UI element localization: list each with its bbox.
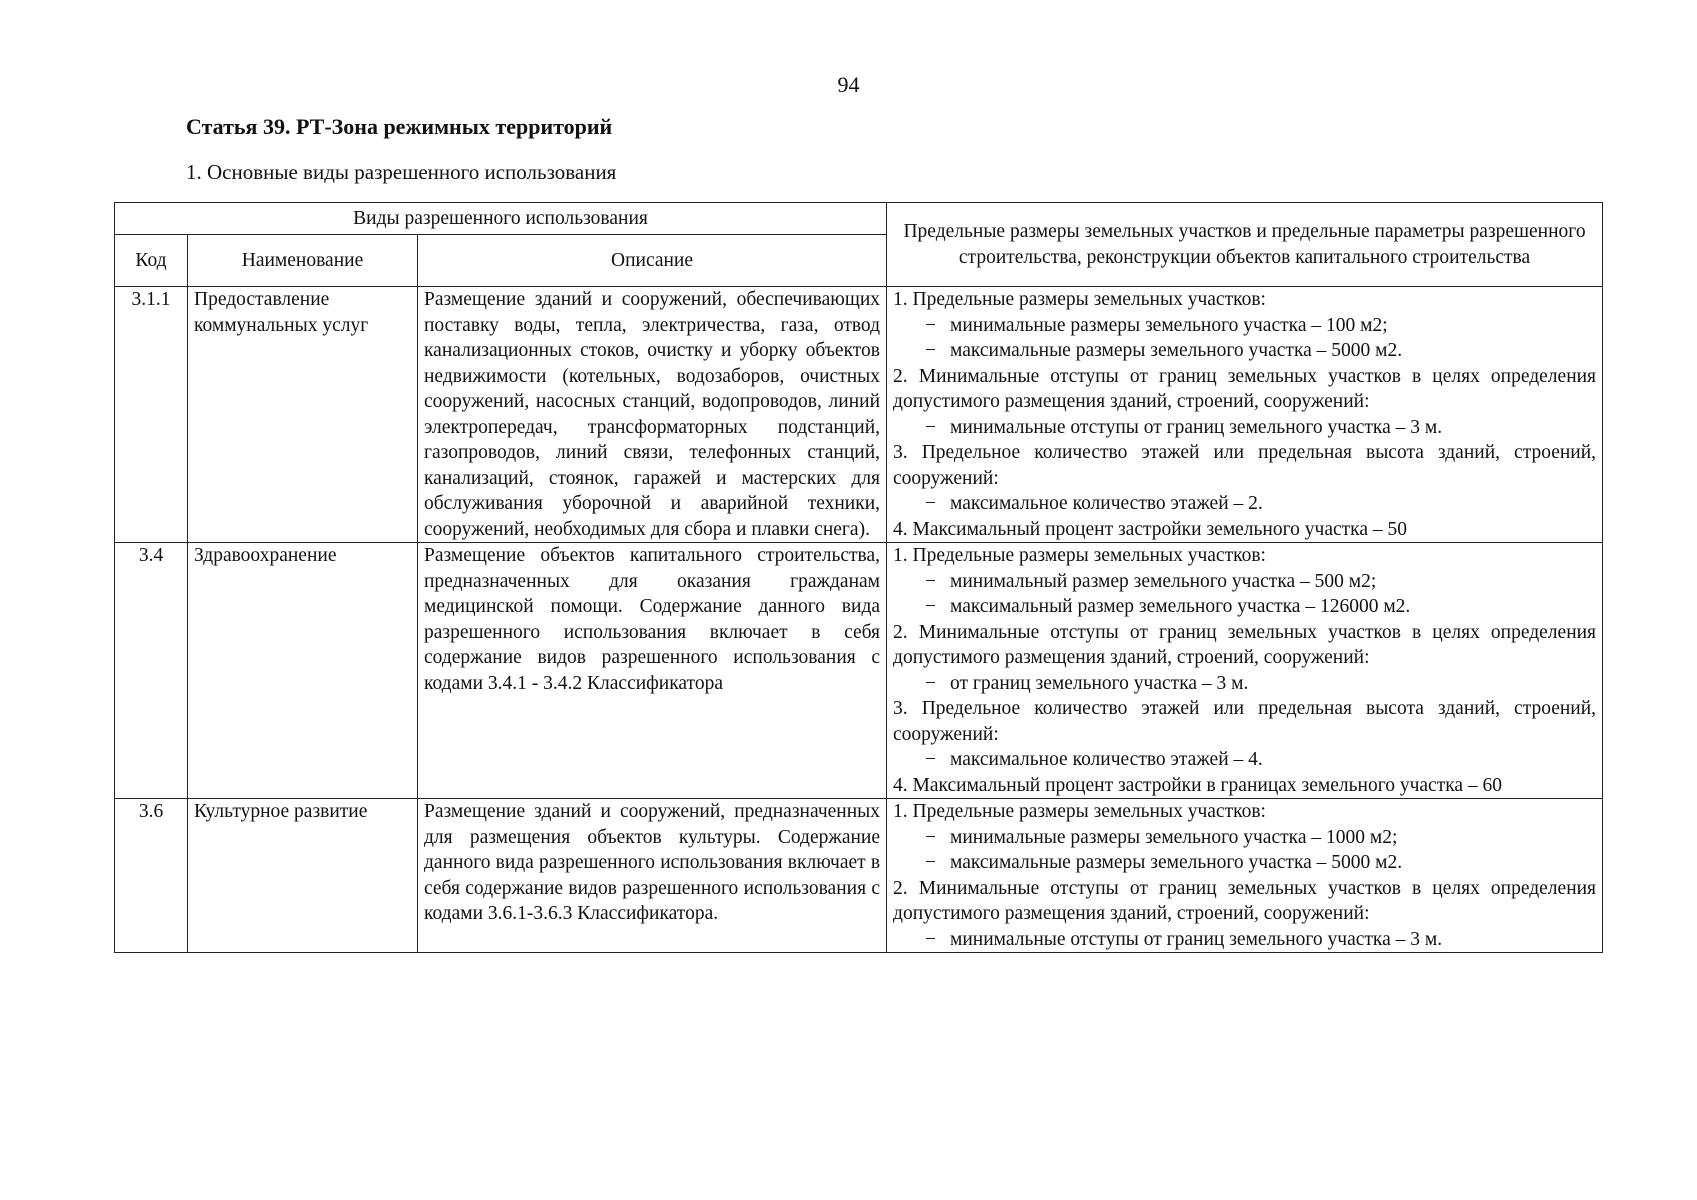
table-row [115, 799, 1603, 953]
dash-bullet-icon: − [925, 314, 937, 336]
table-row [115, 543, 1603, 799]
header-parameters: Предельные размеры земельных участков и предельные параметры разрешенного строительства, реконструкции объектов капитального строительства [887, 203, 1603, 287]
param-subitem: − минимальные размеры земельного участка – 100 м2; [893, 313, 1596, 339]
param-subitem: − максимальные размеры земельного участка – 5000 м2. [893, 850, 1596, 876]
row-description: Размещение зданий и сооружений, предназначенных для размещения объектов культуры. Содержание данного вида разрешенного использования включает в себя содержание видов разрешенного использования с кодами 3.6.1-3.6.3 Классификатора. [418, 799, 887, 953]
row-description: Размещение объектов капитального строительства, предназначенных для оказания гражданам медицинской помощи. Содержание данного вида разрешенного использования включает в себя содержание видов разрешенного использования с кодами 3.4.1 - 3.4.2 Классификатора [418, 543, 887, 799]
row-params [887, 799, 1603, 953]
dash-bullet-icon: − [925, 596, 937, 617]
row-code: 3.4 [115, 543, 188, 799]
row-name: Культурное развитие [188, 799, 418, 953]
table-row [115, 287, 1603, 543]
row-code: 3.1.1 [115, 287, 188, 543]
row-description: Размещение зданий и сооружений, обеспечивающих поставку воды, тепла, электричества, газа, отвод канализационных стоков, очистку и уборку объектов недвижимости (котельных, водозаборов, очистных сооружений, насосных станций, водопроводов, линий электропередач, трансформаторных подстанций, газопроводов, линий связи, телефонных станций, канализаций, стоянок, гаражей и мастерских для обслуживания уборочной и аварийной техники, сооружений, необходимых для сбора и плавки снега). [418, 287, 887, 543]
param-line: 1. Предельные размеры земельных участков: [893, 289, 1266, 310]
param-line: 2. Минимальные отступы от границ земельных участков в целях определения допустимого размещения зданий, строений, сооружений: [893, 877, 1597, 924]
dash-bullet-icon: − [925, 928, 937, 950]
article-title: Статья 39. РТ-Зона режимных территорий [186, 114, 613, 139]
param-line: 3. Предельное количество этажей или предельная высота зданий, строений, сооружений: [893, 698, 1597, 745]
param-subitem: − от границ земельного участка – 3 м. [893, 671, 1596, 697]
header-code: Код [115, 235, 188, 287]
row-params [887, 543, 1603, 799]
header-name: Наименование [188, 235, 418, 287]
param-line: 4. Максимальный процент застройки в границах земельного участка – 60 [893, 774, 1503, 796]
param-line: 2. Минимальные отступы от границ земельных участков в целях определения допустимого размещения зданий, строений, сооружений: [893, 365, 1597, 412]
dash-bullet-icon: − [925, 416, 937, 438]
param-subitem: − минимальные размеры земельного участка – 1000 м2; [893, 825, 1596, 851]
dash-bullet-icon: − [925, 570, 937, 592]
param-line: 3. Предельное количество этажей или предельная высота зданий, строений, сооружений: [893, 442, 1597, 489]
permitted-use-table [114, 202, 1603, 953]
param-subitem: − максимальные размеры земельного участка – 5000 м2. [893, 338, 1596, 364]
dash-bullet-icon: − [925, 826, 937, 848]
param-line: 1. Предельные размеры земельных участков: [893, 545, 1266, 566]
dash-bullet-icon: − [925, 672, 937, 694]
row-name: Предоставление коммунальных услуг [188, 287, 418, 543]
dash-bullet-icon: − [925, 493, 937, 514]
param-line: 1. Предельные размеры земельных участков: [893, 801, 1266, 822]
header-description: Описание [418, 235, 887, 287]
param-line: 4. Максимальный процент застройки земельного участка – 50 [893, 518, 1407, 540]
dash-bullet-icon: − [925, 852, 937, 873]
row-code: 3.6 [115, 799, 188, 953]
param-subitem: − максимальное количество этажей – 4. [893, 747, 1596, 773]
dash-bullet-icon: − [925, 749, 937, 770]
param-subitem: − максимальный размер земельного участка – 126000 м2. [893, 594, 1596, 620]
param-line: 2. Минимальные отступы от границ земельных участков в целях определения допустимого размещения зданий, строений, сооружений: [893, 621, 1597, 668]
header-permitted-use-types: Виды разрешенного использования [115, 203, 887, 235]
param-subitem: − минимальные отступы от границ земельного участка – 3 м. [893, 415, 1596, 441]
page-number: 94 [837, 72, 860, 97]
section-title: 1. Основные виды разрешенного использования [186, 160, 617, 184]
dash-bullet-icon: − [925, 340, 937, 361]
row-name: Здравоохранение [188, 543, 418, 799]
row-params [887, 287, 1603, 543]
param-subitem: − минимальные отступы от границ земельного участка – 3 м. [893, 927, 1596, 953]
param-subitem: − максимальное количество этажей – 2. [893, 491, 1596, 517]
param-subitem: − минимальный размер земельного участка – 500 м2; [893, 569, 1596, 595]
